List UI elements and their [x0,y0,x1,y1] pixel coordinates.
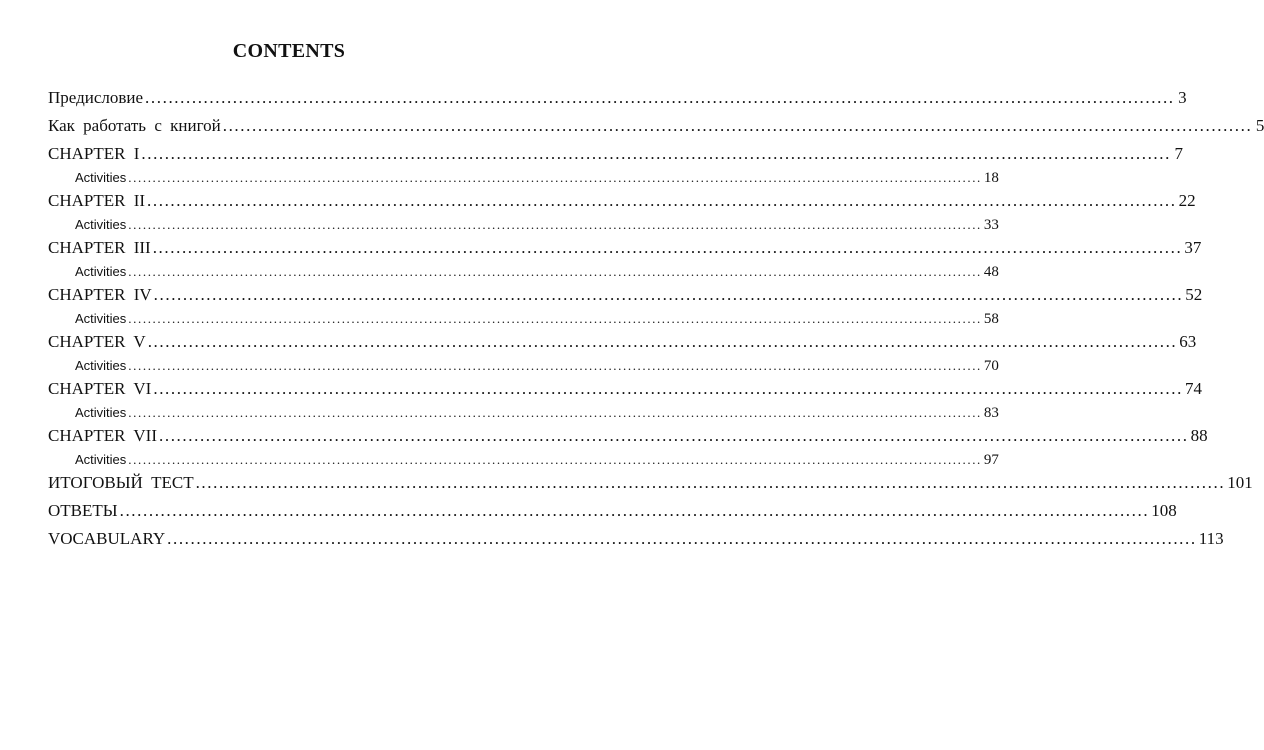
dot-leader: ................................................................................................................................................................................ [128,358,982,373]
toc-page-number: 5 [1255,116,1264,135]
toc-page-number: 113 [1198,529,1224,548]
dot-leader: ................................................................................................................................................................................ [147,191,1177,210]
toc-entry-label: ОТВЕТЫ [48,501,118,520]
toc-entry-label: Activities [75,311,127,326]
dot-leader: ................................................................................................................................................................................ [128,405,982,420]
toc-page-number: 48 [983,264,999,280]
toc-entry-answers[interactable] [48,499,1177,523]
toc-page-number: 97 [983,452,999,468]
toc-entry-chapter-1[interactable] [48,142,1183,166]
dot-leader: ................................................................................................................................................................................ [153,379,1183,398]
toc-entry-preface[interactable] [48,86,1187,110]
toc-entry-label: CHAPTER IV [48,285,152,304]
dot-leader: ................................................................................................................................................................................ [222,116,1253,135]
toc-page-number: 52 [1185,285,1203,304]
toc-entry-chapter-2[interactable] [48,189,1196,213]
toc-page-number: 7 [1174,144,1183,163]
toc-entry-label: ИТОГОВЫЙ ТЕСТ [48,473,194,492]
toc-entry-final-test[interactable] [48,471,1253,495]
dot-leader: ................................................................................................................................................................................ [145,88,1175,107]
table-of-contents [48,86,1264,551]
toc-entry-activities-3[interactable] [48,260,999,283]
toc-entry-label: CHAPTER I [48,144,140,163]
toc-page-number: 18 [983,170,999,186]
toc-entry-label: Activities [75,405,127,420]
toc-page-number: 33 [983,217,999,233]
toc-entry-how-to-use[interactable] [48,114,1264,138]
dot-leader: ................................................................................................................................................................................ [152,238,1183,257]
toc-entry-activities-5[interactable] [48,354,999,377]
toc-page-number: 108 [1151,501,1177,520]
dot-leader: ................................................................................................................................................................................ [119,501,1150,520]
toc-entry-label: Activities [75,452,127,467]
dot-leader: ................................................................................................................................................................................ [128,264,982,279]
dot-leader: ................................................................................................................................................................................ [128,170,982,185]
toc-page-number: 70 [983,358,999,374]
toc-entry-chapter-6[interactable] [48,377,1202,401]
toc-entry-label: Activities [75,217,127,232]
toc-entry-chapter-5[interactable] [48,330,1197,354]
dot-leader: ................................................................................................................................................................................ [128,311,982,326]
toc-entry-chapter-7[interactable] [48,424,1208,448]
toc-entry-activities-7[interactable] [48,448,999,471]
dot-leader: ................................................................................................................................................................................ [147,332,1178,351]
toc-entry-label: Как работать с книгой [48,116,221,135]
toc-entry-activities-6[interactable] [48,401,999,424]
toc-entry-vocabulary[interactable] [48,527,1224,551]
toc-entry-chapter-3[interactable] [48,236,1202,260]
toc-entry-label: Activities [75,358,127,373]
dot-leader: ................................................................................................................................................................................ [159,426,1189,445]
toc-entry-label: CHAPTER VI [48,379,152,398]
contents-title: CONTENTS [232,40,346,62]
dot-leader: ................................................................................................................................................................................ [128,217,982,232]
toc-entry-activities-1[interactable] [48,166,999,189]
toc-page-number: 74 [1184,379,1202,398]
toc-entry-label: CHAPTER V [48,332,146,351]
toc-entry-label: VOCABULARY [48,529,166,548]
toc-page-number: 37 [1184,238,1202,257]
toc-entry-label: CHAPTER III [48,238,151,257]
toc-page-number: 101 [1227,473,1253,492]
dot-leader: ................................................................................................................................................................................ [128,452,982,467]
toc-page-number: 58 [983,311,999,327]
dot-leader: ................................................................................................................................................................................ [167,529,1197,548]
toc-entry-label: Activities [75,170,127,185]
toc-page-number: 3 [1178,88,1187,107]
toc-page-number: 63 [1179,332,1197,351]
toc-entry-label: Предисловие [48,88,144,107]
dot-leader: ................................................................................................................................................................................ [141,144,1171,163]
toc-page-number: 83 [983,405,999,421]
toc-entry-label: CHAPTER VII [48,426,157,445]
toc-entry-label: Activities [75,264,127,279]
toc-entry-activities-4[interactable] [48,307,999,330]
dot-leader: ................................................................................................................................................................................ [153,285,1184,304]
dot-leader: ................................................................................................................................................................................ [195,473,1226,492]
toc-entry-chapter-4[interactable] [48,283,1203,307]
toc-entry-label: CHAPTER II [48,191,146,210]
toc-page-number: 88 [1190,426,1208,445]
toc-entry-activities-2[interactable] [48,213,999,236]
toc-page-number: 22 [1178,191,1196,210]
